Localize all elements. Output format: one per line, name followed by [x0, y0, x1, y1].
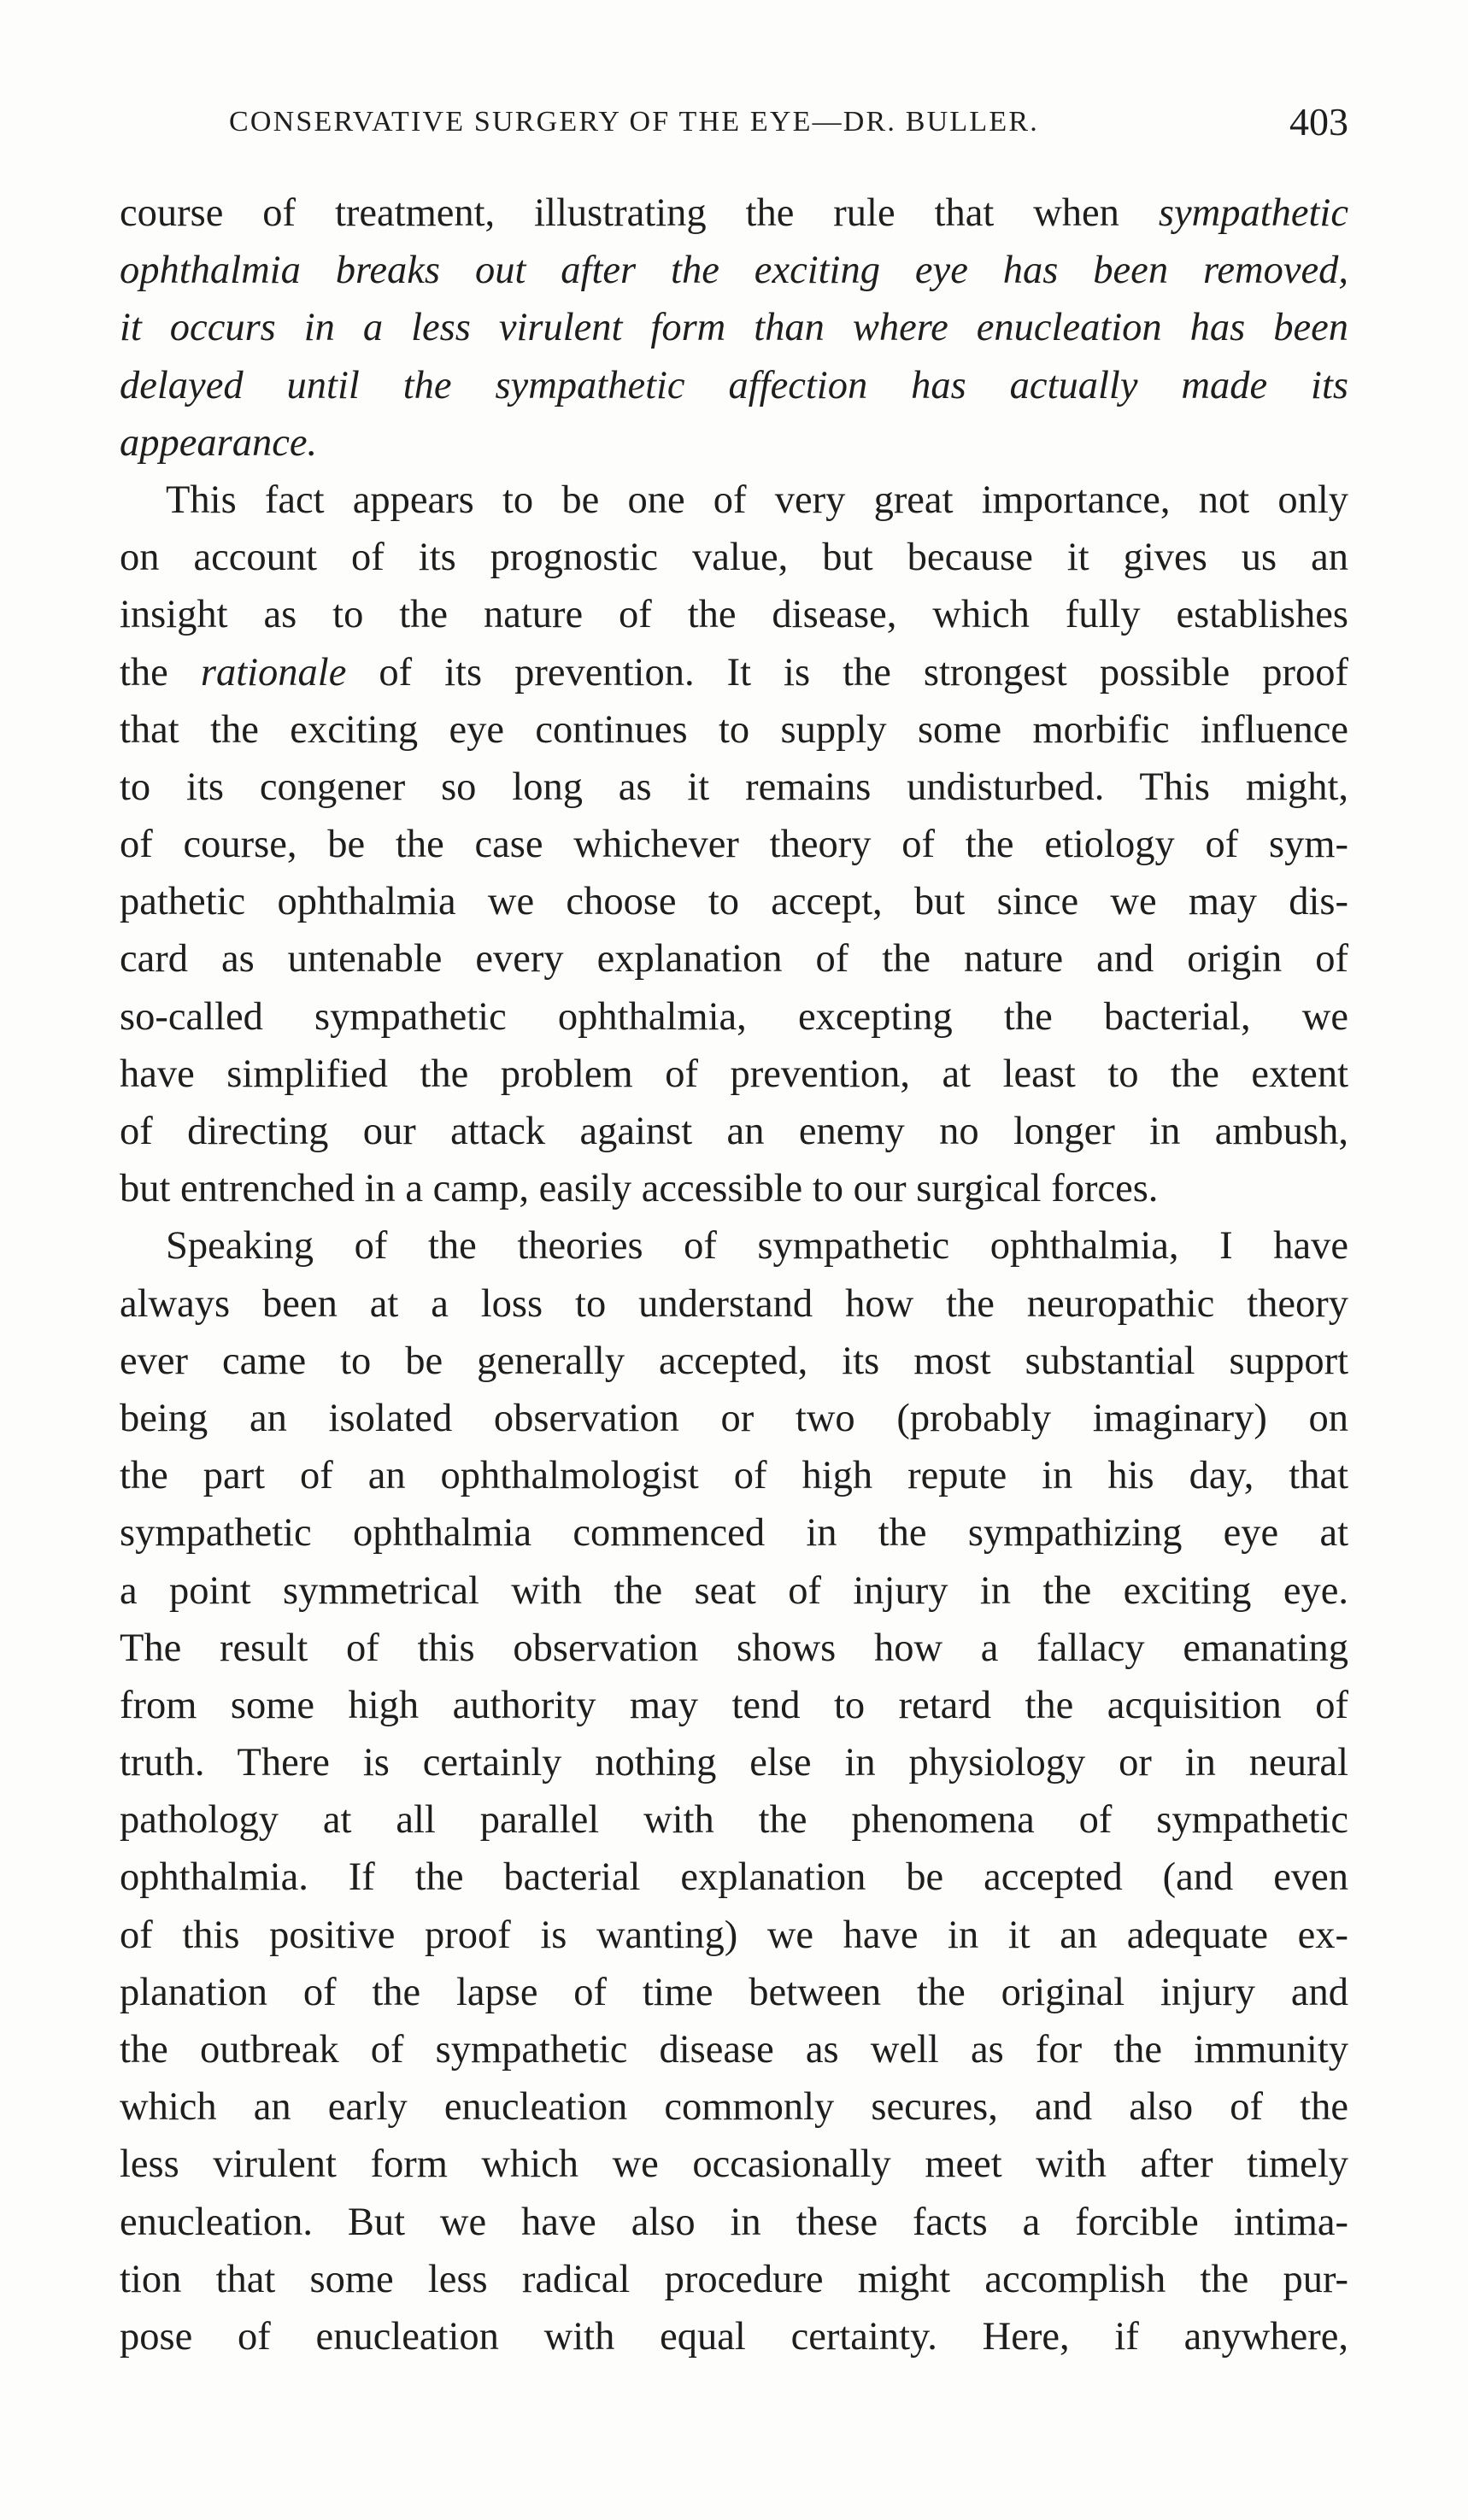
text-line: that the exciting eye continues to supply some morbific influence — [120, 707, 1348, 752]
text-line: appearance. — [120, 420, 318, 465]
text-line: The result of this observation shows how a fallacy emanating — [120, 1626, 1348, 1670]
text-line: insight as to the nature of the disease, which fully establishes — [120, 593, 1348, 637]
text-line: always been at a loss to understand how the neuropathic theory — [120, 1281, 1348, 1326]
text-line: so-called sympathetic ophthalmia, excepting the bacterial, we — [120, 994, 1348, 1039]
text-line: the part of an ophthalmologist of high repute in his day, that — [120, 1454, 1348, 1498]
text-line: card as untenable every explanation of the nature and origin of — [120, 937, 1348, 982]
text-line: pathetic ophthalmia we choose to accept, but since we may dis- — [120, 880, 1348, 924]
running-title: CONSERVATIVE SURGERY OF THE EYE—DR. BULLER. — [229, 106, 1039, 138]
text-line: being an isolated observation or two (probably imaginary) on — [120, 1396, 1348, 1440]
text-line: which an early enucleation commonly secures, and also of the — [120, 2085, 1348, 2130]
text-line: but entrenched in a camp, easily accessible to our surgical forces. — [120, 1167, 1159, 1211]
text-line: truth. There is certainly nothing else in physiology or in neural — [120, 1741, 1348, 1785]
text-line: a point symmetrical with the seat of injury in the exciting eye. — [120, 1568, 1348, 1613]
text-line: pose of enucleation with equal certainty. Here, if anywhere, — [120, 2314, 1348, 2359]
text-line: the outbreak of sympathetic disease as well as for the immunity — [120, 2028, 1348, 2072]
text-line: have simplified the problem of prevention, at least to the extent — [120, 1052, 1348, 1096]
text-line: pathology at all parallel with the phenomena of sympathetic — [120, 1798, 1348, 1843]
text-line: course of treatment, illustrating the rule that when sympathetic — [120, 191, 1348, 235]
text-line: Speaking of the theories of sympathetic ophthalmia, I have — [166, 1224, 1348, 1269]
text-line: sympathetic ophthalmia commenced in the sympathizing eye at — [120, 1511, 1348, 1556]
text-line: enucleation. But we have also in these facts a forcible intima- — [120, 2200, 1348, 2244]
text-line: it occurs in a less virulent form than where enucleation has been — [120, 306, 1348, 350]
text-line: of this positive proof is wanting) we have in it an adequate ex- — [120, 1913, 1348, 1957]
text-line: planation of the lapse of time between the original injury and — [120, 1970, 1348, 2014]
text-line: of course, be the case whichever theory of the etiology of sym- — [120, 823, 1348, 867]
text-line: ophthalmia breaks out after the exciting eye has been removed, — [120, 249, 1348, 293]
page-number: 403 — [1289, 100, 1348, 144]
text-line: from some high authority may tend to retard the acquisition of — [120, 1683, 1348, 1727]
text-line: to its congener so long as it remains undisturbed. This might, — [120, 765, 1348, 809]
text-line: delayed until the sympathetic affection has actually made its — [120, 363, 1348, 407]
running-header — [229, 99, 1348, 150]
text-line: of directing our attack against an enemy no longer in ambush, — [120, 1110, 1348, 1153]
text-line: ever came to be generally accepted, its most substantial support — [120, 1339, 1348, 1383]
text-line: tion that some less radical procedure might accomplish the pur- — [120, 2257, 1348, 2301]
text-line: the rationale of its prevention. It is the strongest possible proof — [120, 650, 1348, 694]
text-line: less virulent form which we occasionally meet with after timely — [120, 2142, 1348, 2187]
text-line: on account of its prognostic value, but because it gives us an — [120, 536, 1348, 580]
text-line: This fact appears to be one of very great importance, not only — [166, 478, 1348, 522]
text-line: ophthalmia. If the bacterial explanation be accepted (and even — [120, 1855, 1348, 1900]
body-text — [120, 185, 1348, 2365]
